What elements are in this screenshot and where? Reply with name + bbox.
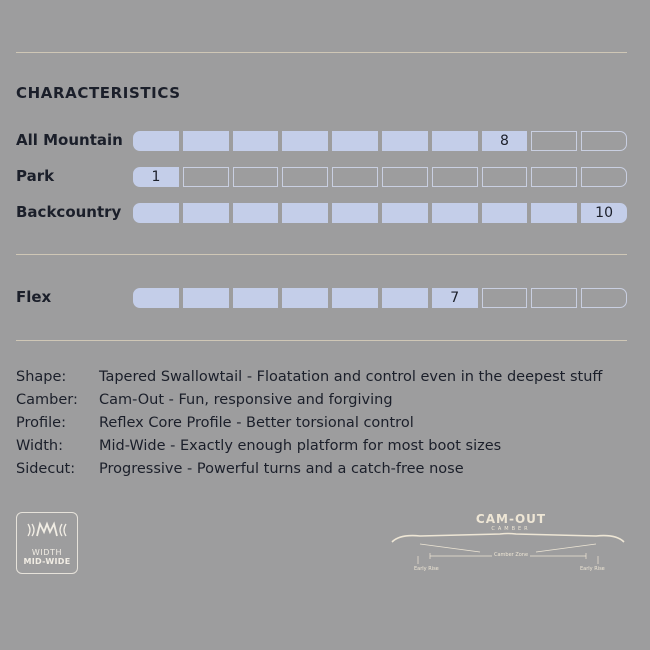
rating-bar-park bbox=[133, 167, 627, 187]
spec-key: Width: bbox=[16, 438, 64, 454]
rating-segment bbox=[332, 167, 378, 187]
width-icon bbox=[25, 520, 69, 540]
rating-segment bbox=[581, 288, 627, 308]
spec-key: Profile: bbox=[16, 415, 66, 431]
rating-segment bbox=[282, 131, 328, 151]
rating-segment bbox=[382, 203, 428, 223]
spec-value: Reflex Core Profile - Better torsional control bbox=[99, 415, 414, 431]
rating-segment bbox=[531, 167, 577, 187]
rating-segment bbox=[233, 203, 279, 223]
camber-zone-label: Camber Zone bbox=[494, 552, 529, 558]
rating-segment bbox=[332, 288, 378, 308]
rating-segment bbox=[482, 167, 528, 187]
spec-key: Camber: bbox=[16, 392, 78, 408]
spec-key: Sidecut: bbox=[16, 461, 76, 477]
rating-segment bbox=[332, 203, 378, 223]
spec-value: Tapered Swallowtail - Floatation and control even in the deepest stuff bbox=[99, 369, 603, 385]
rating-segment bbox=[432, 131, 478, 151]
row-label-all-mountain: All Mountain bbox=[16, 131, 123, 149]
rating-segment bbox=[581, 167, 627, 187]
rating-segment bbox=[531, 288, 577, 308]
rating-segment bbox=[133, 131, 179, 151]
camber-diagram bbox=[390, 512, 626, 582]
badge-line-1: WIDTH bbox=[31, 548, 63, 557]
rating-segment bbox=[332, 131, 378, 151]
rating-segment bbox=[183, 167, 229, 187]
row-label-park: Park bbox=[16, 167, 55, 185]
lower-divider bbox=[16, 340, 627, 341]
spec-sidecut bbox=[16, 461, 464, 477]
rating-segment bbox=[233, 131, 279, 151]
rating-segment bbox=[531, 131, 577, 151]
rating-segment bbox=[432, 167, 478, 187]
rating-bar-all-mountain bbox=[133, 131, 627, 151]
early-rise-right-label: Early Rise bbox=[580, 566, 605, 572]
rating-segment bbox=[482, 203, 528, 223]
rating-value: 1 bbox=[133, 167, 179, 187]
rating-bar-backcountry bbox=[133, 203, 627, 223]
rating-segment bbox=[183, 203, 229, 223]
rating-segment bbox=[482, 288, 528, 308]
row-label-backcountry: Backcountry bbox=[16, 203, 122, 221]
section-title: CHARACTERISTICS bbox=[16, 84, 181, 102]
cam-out-logo-sub: CAMBER bbox=[491, 526, 531, 532]
spec-value: Mid-Wide - Exactly enough platform for most boot sizes bbox=[99, 438, 502, 454]
rating-segment bbox=[382, 288, 428, 308]
rating-bar-flex bbox=[133, 288, 627, 308]
row-label-flex: Flex bbox=[16, 288, 52, 306]
rating-segment bbox=[282, 167, 328, 187]
spec-shape bbox=[16, 369, 602, 385]
rating-value: 10 bbox=[581, 203, 627, 223]
rating-segment bbox=[382, 131, 428, 151]
spec-width bbox=[16, 438, 501, 454]
rating-segment bbox=[133, 288, 179, 308]
rating-segment bbox=[282, 288, 328, 308]
rating-segment bbox=[531, 203, 577, 223]
middle-divider bbox=[16, 254, 627, 255]
rating-segment bbox=[382, 167, 428, 187]
rating-segment bbox=[432, 203, 478, 223]
rating-segment bbox=[282, 203, 328, 223]
rating-value: 8 bbox=[482, 131, 528, 151]
width-badge bbox=[16, 512, 78, 574]
spec-profile bbox=[16, 415, 414, 431]
rating-segment bbox=[233, 167, 279, 187]
rating-segment bbox=[133, 203, 179, 223]
rating-segment bbox=[233, 288, 279, 308]
rating-segment bbox=[183, 288, 229, 308]
spec-camber bbox=[16, 392, 393, 408]
top-divider bbox=[16, 52, 627, 53]
spec-value: Cam-Out - Fun, responsive and forgiving bbox=[99, 392, 393, 408]
spec-value: Progressive - Powerful turns and a catch-free nose bbox=[99, 461, 464, 477]
rating-segment bbox=[581, 131, 627, 151]
early-rise-left-label: Early Rise bbox=[414, 566, 439, 572]
cam-out-logo: CAM-OUT bbox=[475, 512, 547, 526]
spec-key: Shape: bbox=[16, 369, 67, 385]
rating-value: 7 bbox=[432, 288, 478, 308]
rating-segment bbox=[183, 131, 229, 151]
badge-line-2: MID-WIDE bbox=[23, 557, 71, 566]
